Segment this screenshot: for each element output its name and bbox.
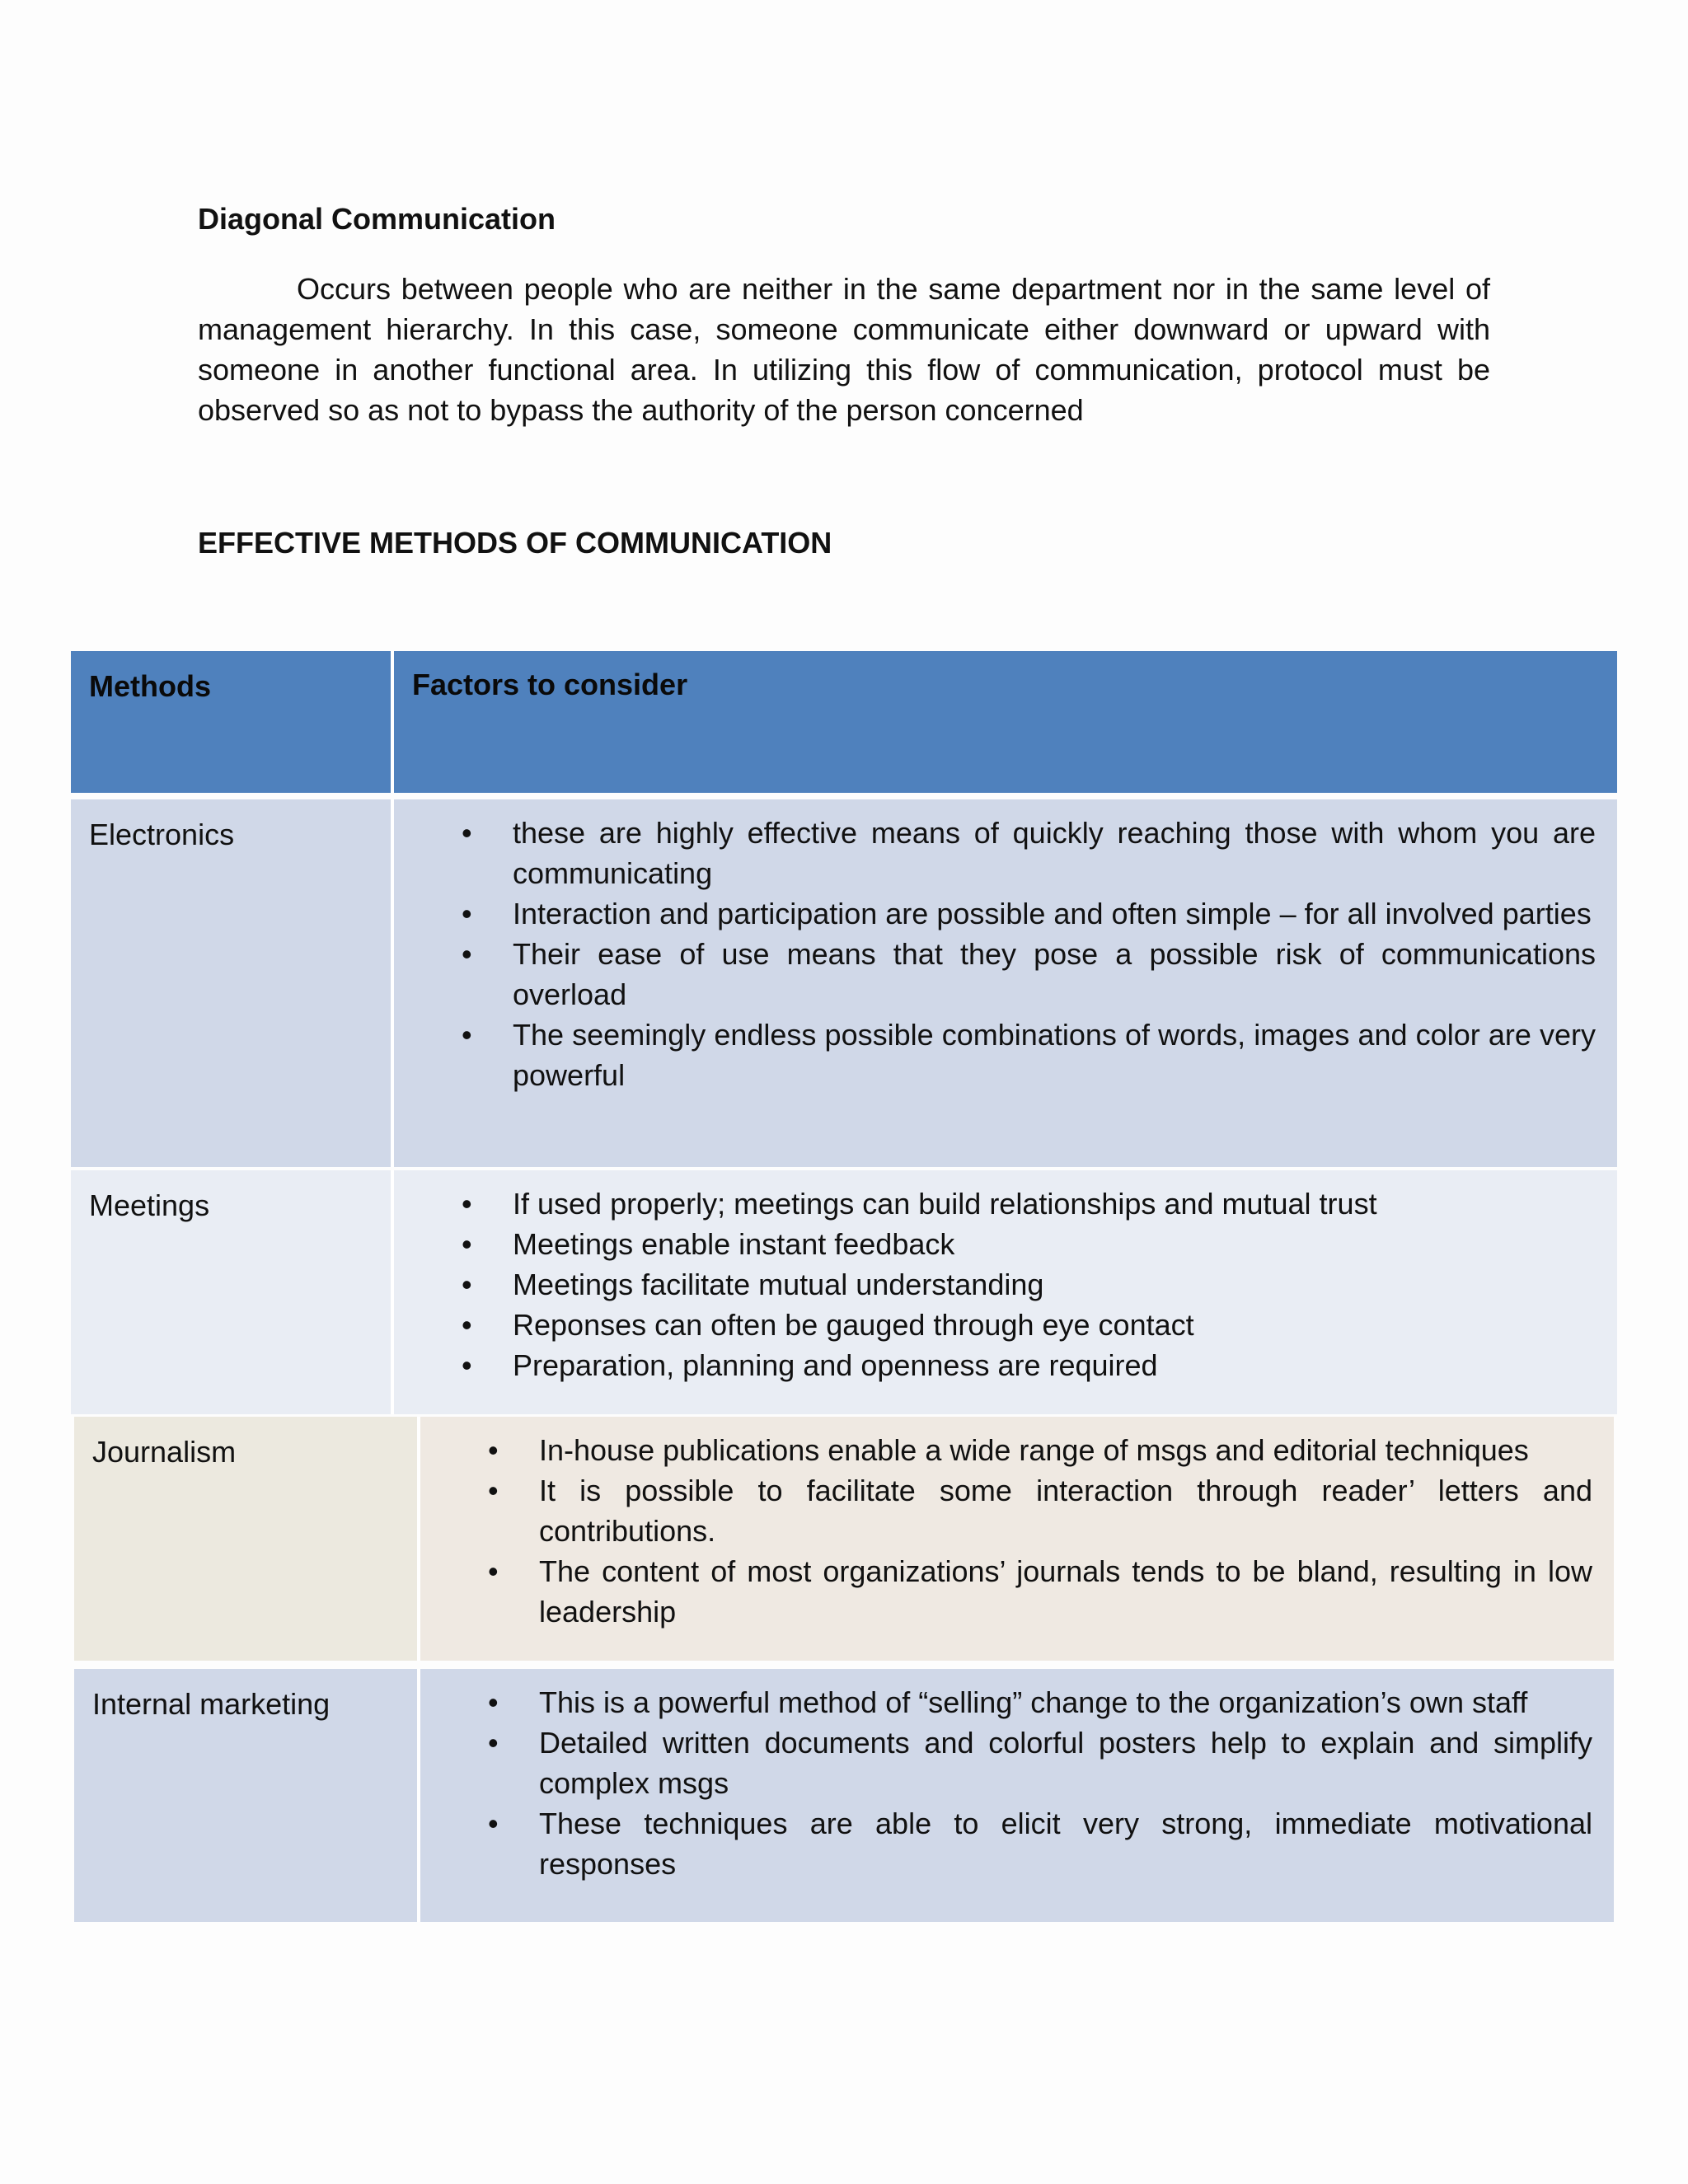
factor-list: [394, 813, 1596, 1095]
table-row: [71, 1170, 1617, 1414]
method-cell: Journalism: [74, 1417, 420, 1661]
table-row: [74, 1669, 1614, 1922]
factor-item: • This is a powerful method of “selling” change to the organization’s own staff: [420, 1682, 1592, 1722]
bullet-icon: •: [488, 1433, 499, 1467]
header-methods: Methods: [71, 651, 394, 793]
diagonal-communication-heading: Diagonal Communication: [198, 202, 556, 236]
bullet-icon: •: [462, 1018, 472, 1052]
factor-item: • these are highly effective means of quickly reaching those with whom you are communicating: [394, 813, 1596, 893]
factor-item: • The seemingly endless possible combinations of words, images and color are very powerful: [394, 1015, 1596, 1095]
method-cell: Electronics: [71, 799, 394, 1167]
factors-cell: [420, 1669, 1614, 1922]
method-cell: Internal marketing: [74, 1669, 420, 1922]
factors-cell: [420, 1417, 1614, 1661]
bullet-icon: •: [462, 1227, 472, 1261]
bullet-icon: •: [462, 816, 472, 850]
factor-list: [420, 1430, 1592, 1632]
factor-item: • Reponses can often be gauged through eye contact: [394, 1305, 1596, 1345]
header-factors: Factors to consider: [394, 651, 1617, 793]
factor-item: • Meetings facilitate mutual understanding: [394, 1264, 1596, 1305]
factor-item: • Detailed written documents and colorful posters help to explain and simplify complex msgs: [420, 1722, 1592, 1803]
bullet-icon: •: [488, 1807, 499, 1840]
bullet-icon: •: [462, 1308, 472, 1342]
bullet-icon: •: [462, 937, 472, 971]
factor-item: • Meetings enable instant feedback: [394, 1224, 1596, 1264]
factor-item: • In-house publications enable a wide range of msgs and editorial techniques: [420, 1430, 1592, 1470]
table-row: [74, 1417, 1614, 1661]
factor-item: • Their ease of use means that they pose a possible risk of communications overload: [394, 934, 1596, 1015]
factors-cell: [394, 1170, 1617, 1414]
method-cell: Meetings: [71, 1170, 394, 1414]
bullet-icon: •: [462, 1187, 472, 1221]
bullet-icon: •: [462, 1348, 472, 1382]
factor-list: [394, 1183, 1596, 1385]
factor-item: • The content of most organizations’ journals tends to be bland, resulting in low leadership: [420, 1551, 1592, 1632]
factor-item: • It is possible to facilitate some interaction through reader’ letters and contributions.: [420, 1470, 1592, 1551]
bullet-icon: •: [488, 1474, 499, 1507]
factor-item: • Preparation, planning and openness are required: [394, 1345, 1596, 1385]
factor-item: • Interaction and participation are possible and often simple – for all involved parties: [394, 893, 1596, 934]
bullet-icon: •: [488, 1685, 499, 1719]
effective-methods-heading: EFFECTIVE METHODS OF COMMUNICATION: [198, 526, 832, 560]
bullet-icon: •: [488, 1726, 499, 1760]
factors-cell: [394, 799, 1617, 1167]
bullet-icon: •: [488, 1554, 499, 1588]
bullet-icon: •: [462, 897, 472, 930]
table-row: [71, 799, 1617, 1167]
factor-list: [420, 1682, 1592, 1884]
factor-item: • If used properly; meetings can build relationships and mutual trust: [394, 1183, 1596, 1224]
factor-item: • These techniques are able to elicit very strong, immediate motivational responses: [420, 1803, 1592, 1884]
table-header-row: [71, 651, 1617, 793]
diagonal-communication-paragraph: Occurs between people who are neither in the same department nor in the same level of management hierarchy. In this case, someone communicate either downward or upward with someone in another functional area. In utilizing this flow of communication, protocol must be observed so as not to bypass the authority of the person concerned: [198, 272, 1490, 427]
bullet-icon: •: [462, 1268, 472, 1301]
